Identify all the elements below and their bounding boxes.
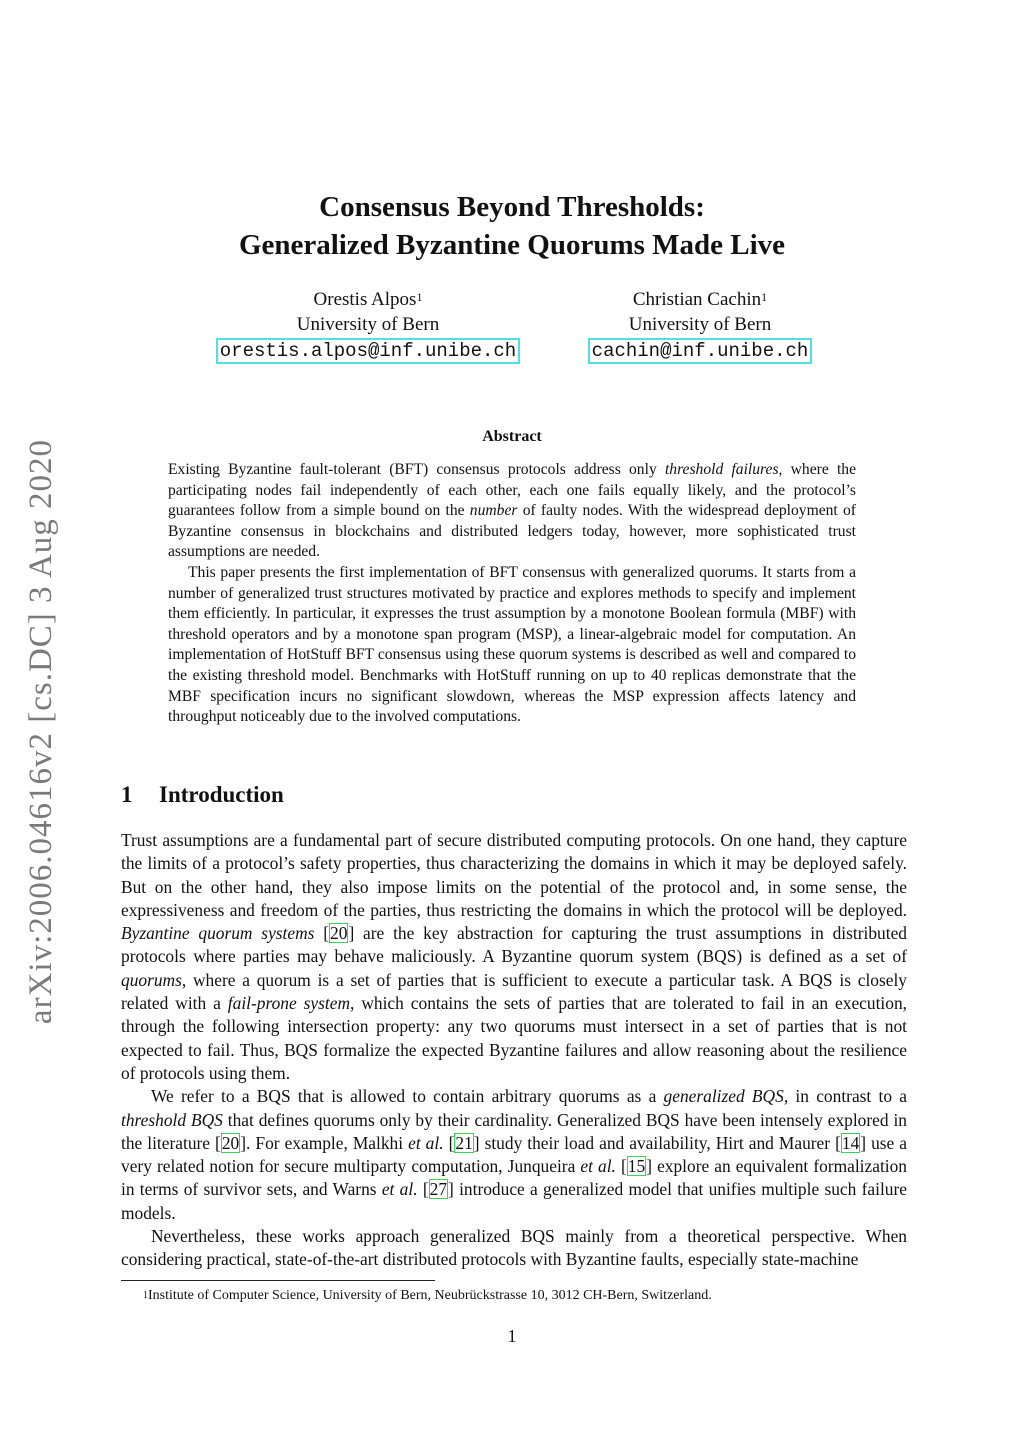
arxiv-side-identifier <box>12 438 72 1024</box>
text-run: , where the participating nodes fail independently of each other, each one fails equally likely, and the protocol’s guarantees follow from a simple bound on the <box>168 461 856 520</box>
emphasis: threshold failures <box>664 461 779 478</box>
emphasis: number <box>469 502 518 520</box>
author-email-link[interactable]: cachin@inf.unibe.ch <box>588 338 813 364</box>
text-run: [ <box>443 1132 455 1153</box>
intro-paragraph-2 <box>121 1085 907 1225</box>
citation-link[interactable]: 20 <box>221 1132 240 1153</box>
page-number: 1 <box>507 1326 517 1346</box>
text-run: ] use a very related notion for secure multiparty computation, Junqueira <box>121 1132 907 1177</box>
text-run: , in contrast to a <box>783 1086 908 1107</box>
citation-link[interactable]: 21 <box>455 1132 473 1153</box>
emphasis: threshold BQS <box>121 1109 223 1130</box>
affiliation-mark: 1 <box>761 290 768 304</box>
emphasis: quorums <box>121 969 182 990</box>
paper-title <box>100 188 924 264</box>
citation-link[interactable]: 27 <box>429 1179 448 1200</box>
section-title: Introduction <box>159 782 284 807</box>
abstract-paragraph-1 <box>168 460 856 563</box>
emphasis: et al. <box>408 1132 444 1153</box>
text-run: Trust assumptions are a fundamental part of secure distributed computing protocols. On one hand, they capture the limits of a protocol’s safety properties, thus characterizing the domains in which it may be deployed safely. But on the other hand, they also impose limits on the potential of the protocol and, in some sense, the expressiveness and freedom of the parties, thus restricting the domains in which the protocol will be deployed. <box>121 830 907 920</box>
arxiv-id-text: arXiv:2006.04616v2 [cs.DC] 3 Aug 2020 <box>23 438 60 1024</box>
citation-link[interactable]: 15 <box>627 1156 646 1177</box>
author-email-link[interactable]: orestis.alpos@inf.unibe.ch <box>216 338 520 364</box>
author-name: Christian Cachin <box>632 289 762 310</box>
text-run: ] are the key abstraction for capturing the trust assumptions in distributed protocols where parties may behave maliciously. A Byzantine quorum system (BQS) is defined as a set of <box>121 923 907 967</box>
author-block-2 <box>575 287 825 364</box>
footnote-rule <box>121 1280 435 1281</box>
author-institution: University of Bern <box>628 314 772 335</box>
abstract-paragraph-2: This paper presents the first implementation of BFT consensus with generalized quorums. It starts from a number of generalized trust structures motivated by practice and explores methods to specify and implement them efficiently. In particular, it expresses the trust assumption by a monotone Boolean formula (MBF) with threshold operators and by a monotone span program (MSP), a linear-algebraic model for computation. An implementation of HotStuff BFT consensus using these quorum systems is described as well and compared to the existing threshold model. Benchmarks with HotStuff running on up to 40 replicas demonstrate that the MBF specification incurs no significant slowdown, whereas the MSP expression affects latency and throughput noticeably due to the involved computations. <box>168 563 856 726</box>
abstract-heading: Abstract <box>482 428 542 445</box>
text-run: ] explore an equivalent formalization in terms of survivor sets, and Warns <box>121 1156 908 1200</box>
footnote <box>121 1287 907 1305</box>
section-heading <box>121 782 284 808</box>
intro-paragraph-3: Nevertheless, these works approach generalized BQS mainly from a theoretical perspective. When considering practical, state-of-the-art distributed protocols with Byzantine faults, especially state-machine <box>121 1226 907 1270</box>
citation-link[interactable]: 14 <box>841 1132 860 1153</box>
footnote-mark: 1 <box>143 1290 148 1301</box>
text-run: ]. For example, Malkhi <box>240 1132 409 1153</box>
text-run: [ <box>615 1156 627 1177</box>
abstract-body <box>168 460 856 728</box>
text-run: that defines quorums only by their cardinality. Generalized BQS have been intensely explored in the literature [ <box>121 1109 907 1153</box>
text-run: , which contains the sets of parties that are tolerated to fail in an execution, through the following intersection property: any two quorums must intersect in a set of parties that is not expected to fail. Thus, BQS formalize the expected Byzantine failures and allow reasoning about the resilience of protocols using them. <box>121 993 908 1083</box>
text-run: , where a quorum is a set of parties that is sufficient to execute a particular task. A BQS is closely related with a <box>121 969 907 1014</box>
emphasis: et al. <box>580 1156 616 1177</box>
intro-paragraph-1 <box>121 829 907 1085</box>
emphasis: fail-prone system <box>227 993 351 1014</box>
emphasis: Byzantine quorum systems <box>121 923 315 944</box>
author-block-1 <box>198 287 538 364</box>
citation-link[interactable]: 20 <box>330 923 348 944</box>
text-run: ] introduce a generalized model that unifies multiple such failure models. <box>121 1179 907 1223</box>
emphasis: generalized BQS <box>663 1086 784 1107</box>
introduction-body <box>121 829 907 1272</box>
text-run: We refer to a BQS that is allowed to contain arbitrary quorums as a <box>151 1086 664 1107</box>
author-name: Orestis Alpos <box>313 289 417 310</box>
text-run: [ <box>314 923 330 944</box>
text-run: of faulty nodes. With the widespread deployment of Byzantine consensus in blockchains and distributed ledgers today, however, more sophisticated trust assumptions are needed. <box>168 502 856 561</box>
title-line-1: Consensus Beyond Thresholds: <box>319 191 705 223</box>
title-line-2: Generalized Byzantine Quorums Made Live <box>238 229 786 261</box>
section-number: 1 <box>121 782 133 807</box>
text-run: Existing Byzantine fault-tolerant (BFT) consensus protocols address only <box>168 461 665 478</box>
emphasis: et al. <box>381 1179 418 1200</box>
affiliation-mark: 1 <box>416 290 423 304</box>
author-institution: University of Bern <box>296 314 440 335</box>
footnote-text: Institute of Computer Science, University of Bern, Neubrückstrasse 10, 3012 CH-Bern, Switzerland. <box>148 1288 712 1303</box>
text-run: ] study their load and availability, Hirt and Maurer [ <box>473 1132 841 1153</box>
text-run: [ <box>417 1179 429 1200</box>
